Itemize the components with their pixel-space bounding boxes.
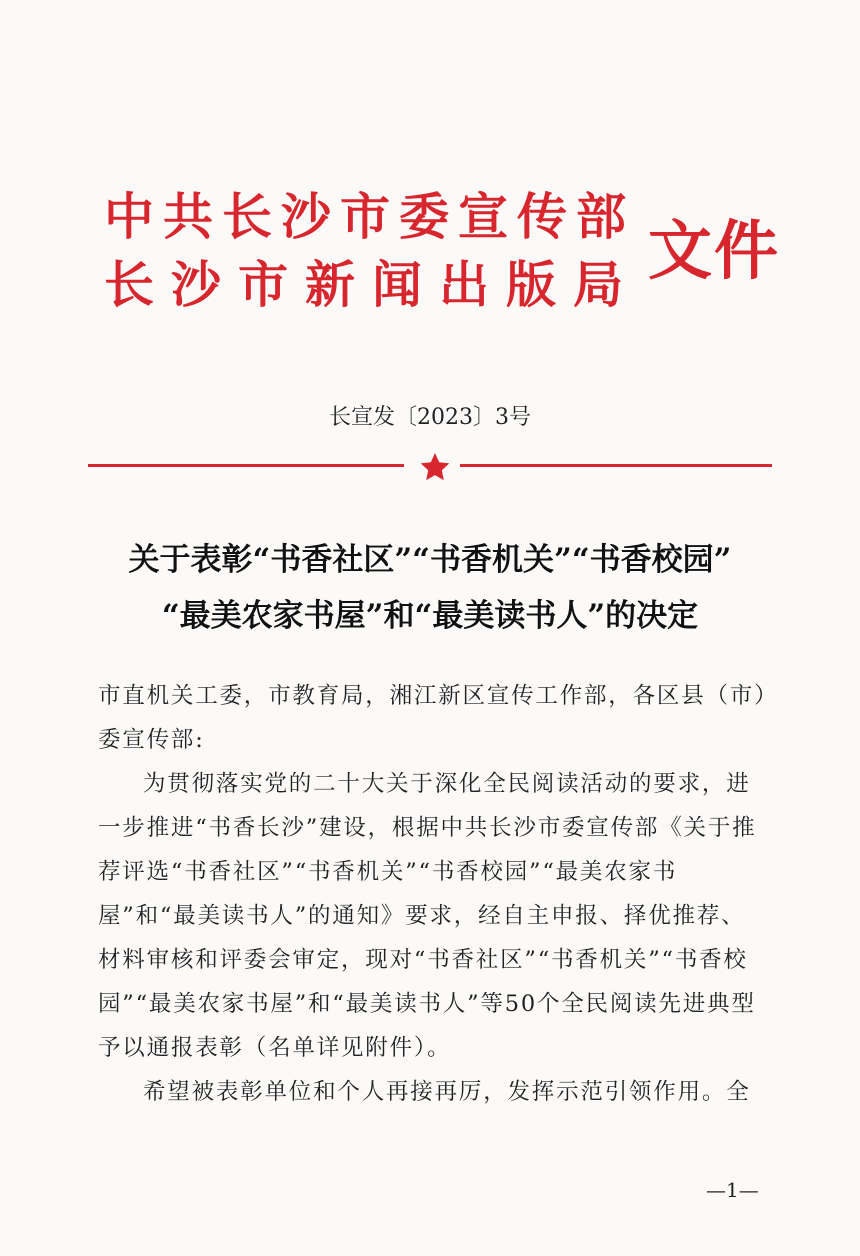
body-paragraph-1: 为贯彻落实党的二十大关于深化全民阅读活动的要求，进一步推进“书香长沙”建设，根据中共长沙市委宣传部《关于推荐评选“书香社区”“书香机关”“书香校园”“最美农家书屋”和“最美读书人”的通知》要求，经自主申报、择优推荐、材料审核和评委会审定，现对“书香社区”“书香机关”“书香校园”“最美农家书屋”和“最美读书人”等50个全民阅读先进典型予以通报表彰（名单详见附件）。 bbox=[98, 771, 757, 1061]
body-paragraph-2: 希望被表彰单位和个人再接再厉，发挥示范引领作用。全 bbox=[143, 1079, 751, 1105]
divider-line-right bbox=[460, 464, 772, 467]
document-body bbox=[98, 674, 768, 1114]
star-icon bbox=[421, 453, 450, 480]
red-divider bbox=[88, 452, 772, 482]
document-type: 文件 bbox=[648, 215, 780, 289]
divider-line-left bbox=[88, 464, 404, 467]
page-number: —1— bbox=[706, 1178, 759, 1202]
title-line-1: 关于表彰“书香社区”“书香机关”“书香校园” bbox=[128, 542, 732, 578]
issuer-name-1: 中共长沙市委宣传部 bbox=[104, 188, 635, 246]
addressees: 市直机关工委，市教育局，湘江新区宣传工作部，各区县（市）委宣传部: bbox=[98, 683, 768, 753]
document-title bbox=[60, 532, 800, 644]
document-number: 长宣发〔2023〕3号 bbox=[329, 405, 531, 430]
issuer-block bbox=[104, 188, 644, 314]
issuer-name-2: 长沙市新闻出版局 bbox=[104, 256, 640, 314]
title-line-2: “最美农家书屋”和“最美读书人”的决定 bbox=[161, 598, 699, 634]
